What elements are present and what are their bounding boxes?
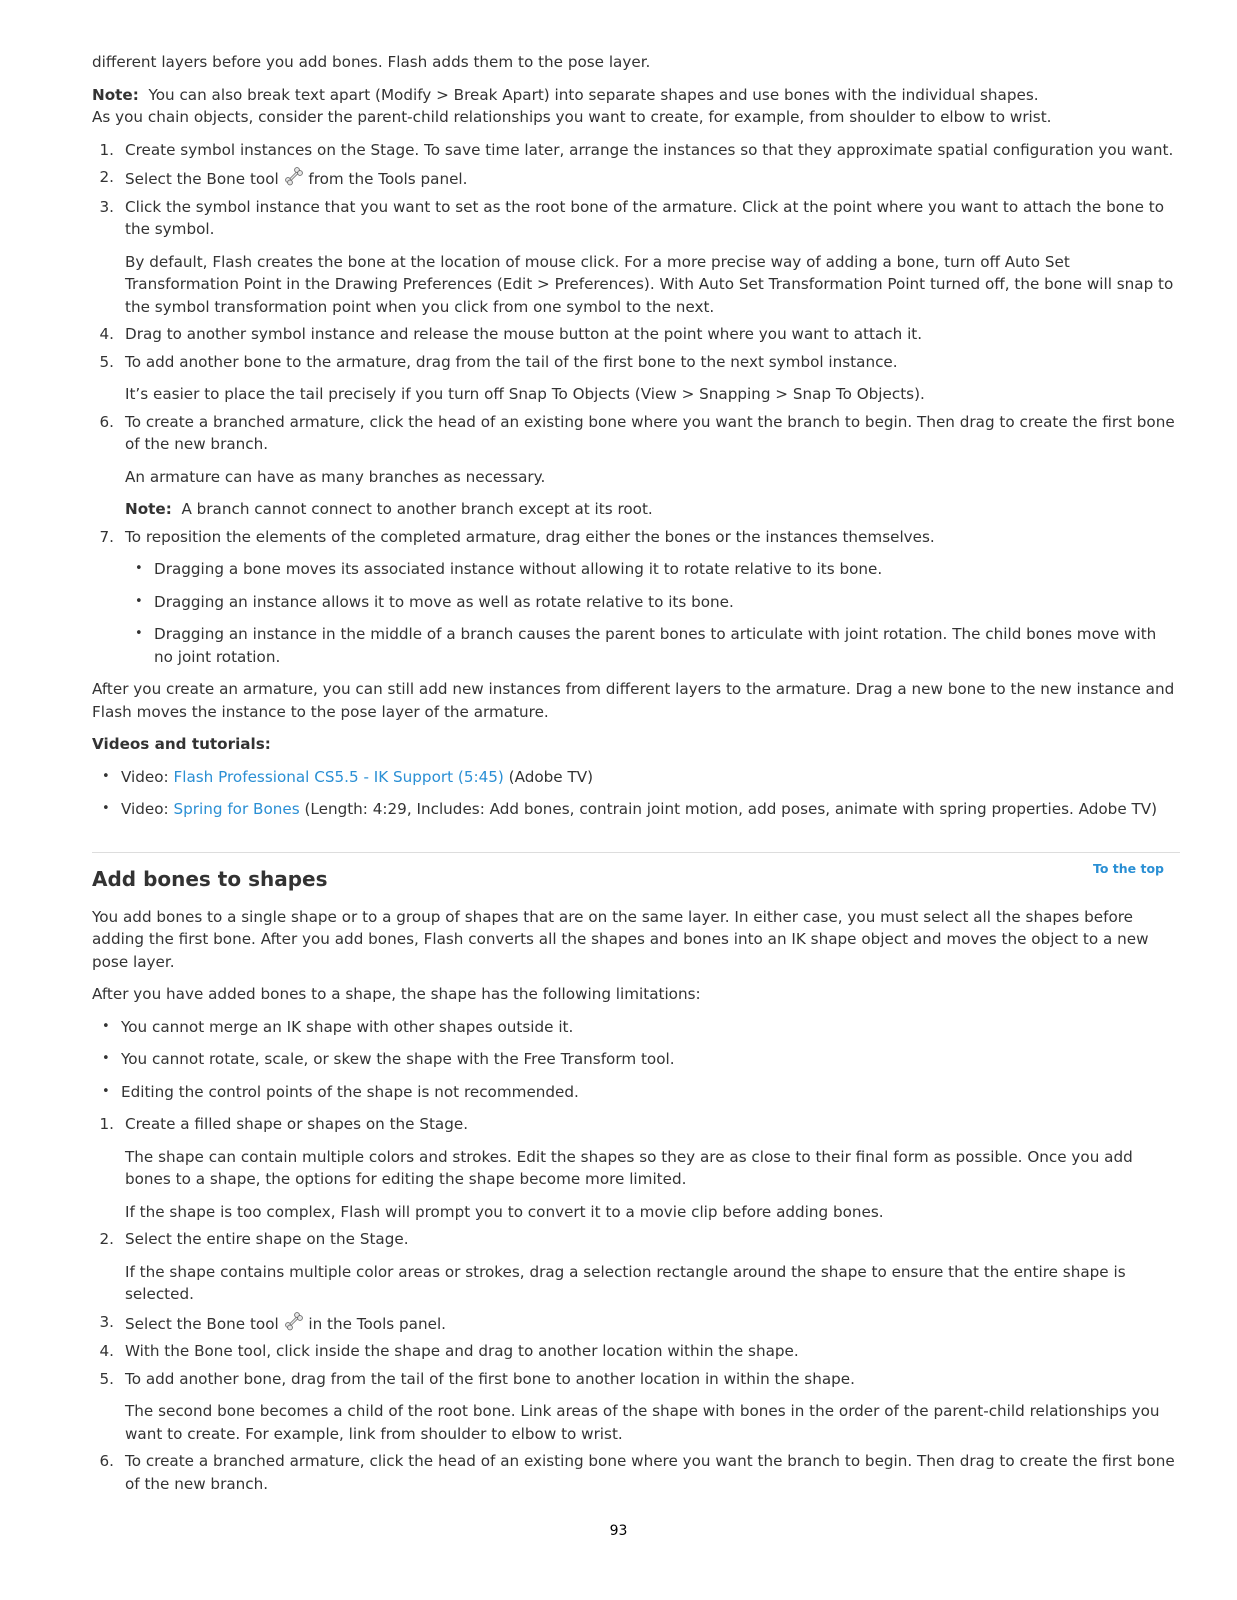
step-text: To create a branched armature, click the head of an existing bone where you want the branch to begin. Then drag to create the first bone of the new branch. — [125, 412, 1175, 453]
step-number: 6. — [99, 1452, 114, 1470]
videos-list — [92, 766, 1180, 821]
step-number: 3. — [99, 197, 114, 216]
step-number: 7. — [99, 527, 114, 546]
step-number: 1. — [99, 1115, 114, 1133]
section-paragraph: After you have added bones to a shape, the shape has the following limitations: — [92, 985, 701, 1003]
step-detail: The second bone becomes a child of the root bone. Link areas of the shape with bones in the order of the parent-child relationships you want to create. For example, link from shoulder to elbow to wrist. — [125, 1402, 1160, 1443]
list-item — [92, 1113, 1180, 1223]
step-text: To reposition the elements of the completed armature, drag either the bones or the instances themselves. — [125, 527, 935, 546]
list-item — [92, 1311, 1180, 1336]
bullet-item: • Dragging a bone moves its associated instance without allowing it to rotate relative to its bone. — [125, 558, 1180, 581]
bone-tool-icon — [284, 166, 304, 186]
step-detail: If the shape is too complex, Flash will prompt you to convert it to a movie clip before adding bones. — [125, 1202, 884, 1221]
list-item — [92, 411, 1180, 521]
reposition-bullets — [125, 558, 1180, 668]
video-suffix: (Length: 4:29, Includes: Add bones, contrain joint motion, add poses, animate with spring properties. Adobe TV) — [299, 800, 1158, 818]
list-item — [92, 351, 1180, 406]
step-text: With the Bone tool, click inside the shape and drag to another location within the shape. — [125, 1342, 799, 1360]
video-item — [92, 766, 1180, 789]
note-label: Note: — [92, 85, 139, 104]
list-item — [92, 1368, 1180, 1446]
page-number: 93 — [609, 1523, 628, 1539]
step-number: 4. — [99, 1342, 114, 1360]
list-item — [92, 1450, 1180, 1495]
bullet-item: • Dragging an instance in the middle of a branch causes the parent bones to articulate with joint rotation. The child bones move with no joint rotation. — [125, 623, 1180, 668]
step-text: Create a filled shape or shapes on the Stage. — [125, 1115, 469, 1133]
list-item — [92, 1228, 1180, 1306]
list-item — [92, 1340, 1180, 1363]
step-number: 4. — [99, 325, 114, 343]
video-link-spring-for-bones[interactable]: Spring for Bones — [173, 800, 300, 818]
step-number: 1. — [99, 140, 114, 159]
step-text: Select the entire shape on the Stage. — [125, 1230, 409, 1248]
bullet-item: • Dragging an instance allows it to move as well as rotate relative to its bone. — [125, 591, 1180, 614]
intro-paragraph: different layers before you add bones. Flash adds them to the pose layer. — [92, 53, 651, 71]
step-text: in the Tools panel. — [308, 1314, 446, 1333]
step-detail: It’s easier to place the tail precisely if you turn off Snap To Objects (View > Snapping > Snap To Objects). — [125, 385, 925, 403]
step-text: Select the Bone tool — [125, 170, 279, 188]
step-detail: The shape can contain multiple colors and strokes. Edit the shapes so they are as close to their final form as possible. Once you add bones to a shape, the options for editing the shape become more limited. — [125, 1147, 1133, 1188]
video-suffix: (Adobe TV) — [503, 767, 594, 786]
list-item — [92, 196, 1180, 319]
step-note — [125, 498, 1180, 521]
step-text: Select the Bone tool — [125, 1314, 279, 1333]
list-item — [92, 526, 1180, 669]
videos-heading-text: Videos and tutorials: — [92, 735, 271, 753]
step-detail: If the shape contains multiple color areas or strokes, drag a selection rectangle around the shape to ensure that the entire shape is selected. — [125, 1262, 1126, 1303]
step-detail: An armature can have as many branches as necessary. — [125, 467, 546, 486]
section-header — [92, 853, 1180, 895]
after-paragraph: After you create an armature, you can still add new instances from different layers to the armature. Drag a new bone to the new instance and Flash moves the instance to the pose layer of the armature. — [92, 680, 1175, 721]
chain-paragraph: As you chain objects, consider the parent-child relationships you want to create, for example, from shoulder to elbow to wrist. — [92, 108, 1052, 126]
steps-list-shapes — [92, 1113, 1180, 1495]
step-number: 3. — [99, 1312, 114, 1331]
section-title: Add bones to shapes — [92, 866, 328, 891]
to-the-top-link[interactable]: To the top — [1092, 860, 1164, 876]
step-detail: By default, Flash creates the bone at the location of mouse click. For a more precise way of adding a bone, turn off Auto Set Transformation Point in the Drawing Preferences (Edit > Preferences). With Auto Set Transformation Point turned off, the bone will snap to the symbol transformation point when you click from one symbol to the next. — [125, 252, 1174, 316]
bullet-item: • You cannot rotate, scale, or skew the shape with the Free Transform tool. — [92, 1048, 1180, 1071]
note-text: A branch cannot connect to another branch except at its root. — [181, 500, 653, 518]
video-link-ik-support[interactable]: Flash Professional CS5.5 - IK Support (5:45) — [173, 767, 504, 786]
step-number: 5. — [99, 1369, 114, 1388]
list-item — [92, 323, 1180, 346]
bullet-item: • Editing the control points of the shape is not recommended. — [92, 1081, 1180, 1104]
step-number: 2. — [99, 168, 114, 186]
bone-tool-icon — [284, 1311, 304, 1331]
step-text: Drag to another symbol instance and release the mouse button at the point where you want to attach it. — [125, 325, 923, 343]
step-text: Click the symbol instance that you want to set as the root bone of the armature. Click at the point where you want to attach the bone to the symbol. — [125, 197, 1165, 238]
video-item — [92, 798, 1180, 821]
note-text: You can also break text apart (Modify > Break Apart) into separate shapes and use bones with the individual shapes. — [148, 85, 1039, 104]
bullet-item: • You cannot merge an IK shape with other shapes outside it. — [92, 1016, 1180, 1039]
step-number: 5. — [99, 352, 114, 371]
steps-list-symbols — [92, 139, 1180, 669]
list-item — [92, 139, 1180, 162]
step-number: 6. — [99, 412, 114, 431]
intro-note — [92, 84, 1180, 107]
video-prefix: Video: — [121, 767, 174, 786]
videos-heading — [92, 733, 1180, 756]
step-text: Create symbol instances on the Stage. To save time later, arrange the instances so that they approximate spatial configuration you want. — [125, 140, 1174, 159]
step-number: 2. — [99, 1230, 114, 1248]
limitations-list — [92, 1016, 1180, 1104]
step-text: To create a branched armature, click the head of an existing bone where you want the branch to begin. Then drag to create the first bone of the new branch. — [125, 1452, 1175, 1493]
video-prefix: Video: — [121, 800, 174, 818]
step-text: To add another bone to the armature, drag from the tail of the first bone to the next symbol instance. — [125, 352, 898, 371]
note-label: Note: — [125, 500, 172, 518]
step-text: To add another bone, drag from the tail of the first bone to another location in within the shape. — [125, 1369, 855, 1388]
step-text: from the Tools panel. — [308, 170, 468, 188]
list-item — [92, 166, 1180, 191]
section-paragraph: You add bones to a single shape or to a group of shapes that are on the same layer. In either case, you must select all the shapes before adding the first bone. After you add bones, Flash converts all the shapes and bones into an IK shape object and moves the object to a new pose layer. — [92, 907, 1149, 971]
document-page — [92, 51, 1180, 1500]
